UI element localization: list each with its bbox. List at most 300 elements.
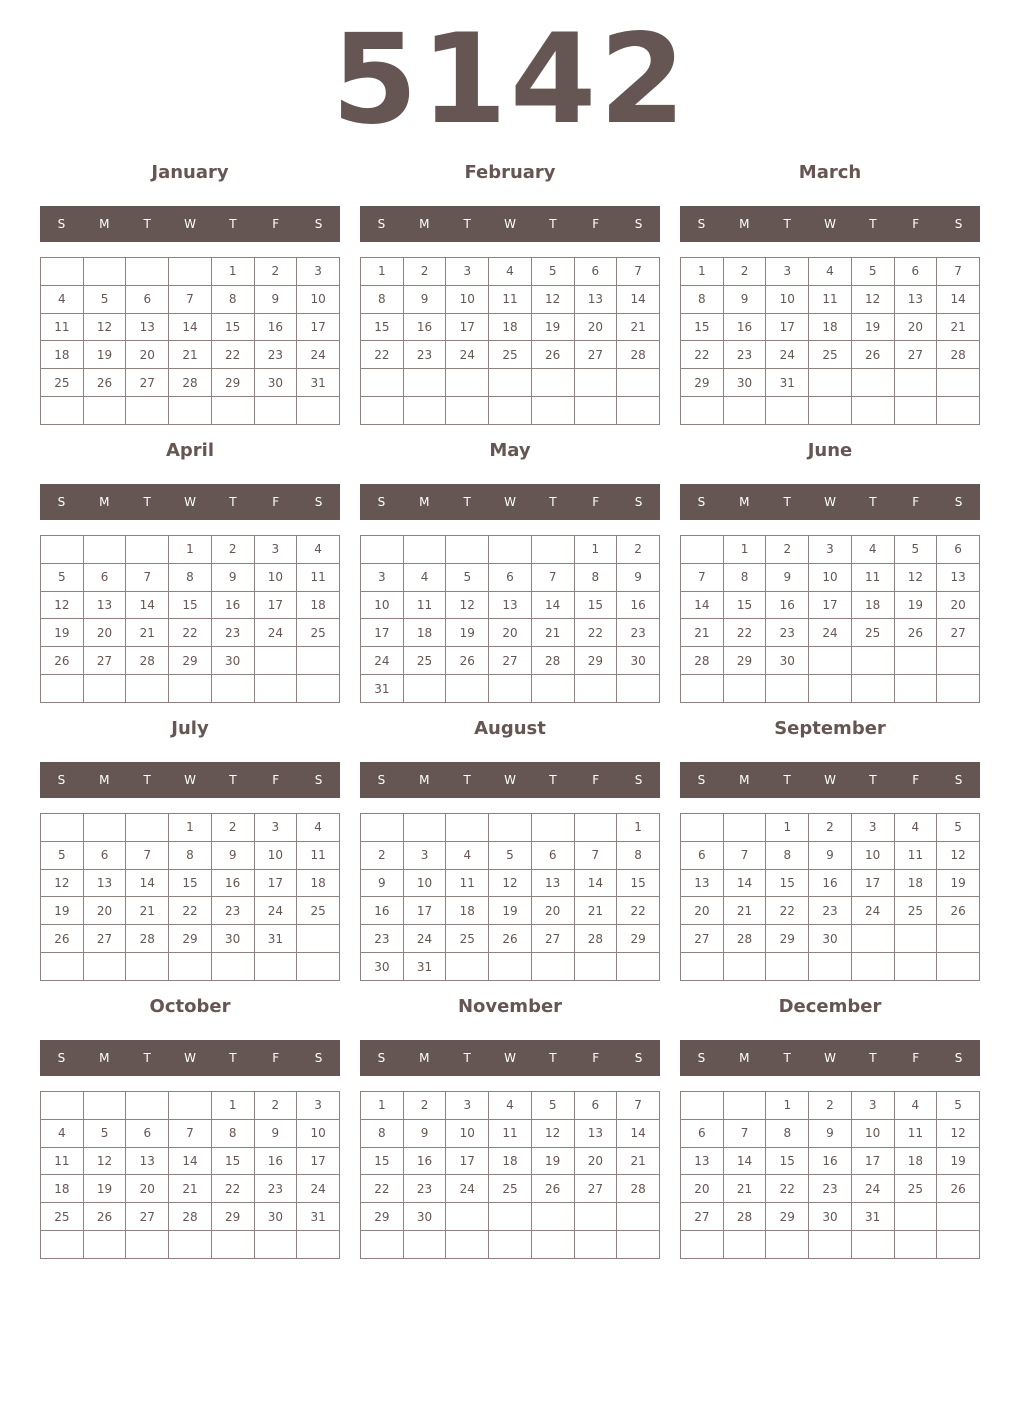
empty-day-cell (41, 953, 84, 981)
week-row (41, 1203, 340, 1231)
week-row (361, 341, 660, 369)
day-cell: 11 (851, 563, 894, 591)
day-cell: 26 (937, 897, 980, 925)
empty-day-cell (446, 1231, 489, 1259)
empty-day-cell (489, 369, 532, 397)
day-cell: 18 (851, 591, 894, 619)
day-cell: 23 (403, 341, 446, 369)
empty-day-cell (211, 675, 254, 703)
day-cell: 1 (211, 258, 254, 286)
week-row (361, 647, 660, 675)
day-grid (680, 257, 980, 425)
week-row (361, 1203, 660, 1231)
empty-day-cell (617, 1203, 660, 1231)
empty-day-cell (254, 647, 297, 675)
week-row (41, 1231, 340, 1259)
weekday-label: T (783, 495, 791, 509)
day-cell: 28 (574, 925, 617, 953)
day-cell: 25 (41, 1203, 84, 1231)
day-cell: 25 (41, 369, 84, 397)
day-grid (40, 1091, 340, 1259)
day-cell: 5 (531, 258, 574, 286)
day-cell: 1 (766, 814, 809, 842)
empty-day-cell (766, 397, 809, 425)
empty-day-cell (531, 953, 574, 981)
weekday-label: F (912, 773, 920, 787)
empty-day-cell (681, 1231, 724, 1259)
day-cell: 20 (574, 313, 617, 341)
day-cell: 21 (617, 313, 660, 341)
weekday-label: T (869, 495, 877, 509)
empty-day-cell (126, 675, 169, 703)
day-cell: 22 (766, 1175, 809, 1203)
weekday-label: S (697, 217, 706, 231)
day-cell: 1 (169, 536, 212, 564)
month-name: August (474, 718, 546, 739)
week-row (41, 869, 340, 897)
empty-day-cell (169, 258, 212, 286)
day-cell: 10 (851, 1119, 894, 1147)
empty-day-cell (361, 536, 404, 564)
month-name: September (774, 718, 886, 739)
day-cell: 25 (851, 619, 894, 647)
day-cell: 24 (403, 925, 446, 953)
day-cell: 22 (169, 897, 212, 925)
weekday-label: S (377, 217, 386, 231)
day-cell: 27 (83, 647, 126, 675)
day-cell: 28 (531, 647, 574, 675)
day-cell: 17 (254, 591, 297, 619)
empty-day-cell (894, 369, 937, 397)
week-row (361, 897, 660, 925)
empty-day-cell (361, 369, 404, 397)
month-name: December (778, 996, 882, 1017)
empty-day-cell (937, 647, 980, 675)
weekday-label: W (824, 1051, 836, 1065)
empty-day-cell (574, 397, 617, 425)
week-row (681, 341, 980, 369)
day-cell: 5 (41, 563, 84, 591)
day-cell: 28 (617, 341, 660, 369)
day-cell: 6 (126, 285, 169, 313)
day-cell: 4 (297, 814, 340, 842)
day-cell: 7 (937, 258, 980, 286)
day-cell: 30 (809, 925, 852, 953)
day-cell: 20 (937, 591, 980, 619)
day-cell: 14 (723, 869, 766, 897)
day-cell: 12 (83, 1147, 126, 1175)
empty-day-cell (361, 1231, 404, 1259)
week-row (361, 1175, 660, 1203)
empty-day-cell (723, 1092, 766, 1120)
day-cell: 4 (489, 258, 532, 286)
week-row (361, 953, 660, 981)
empty-day-cell (617, 953, 660, 981)
empty-day-cell (894, 647, 937, 675)
empty-day-cell (894, 675, 937, 703)
day-grid (680, 813, 980, 981)
week-row (681, 1119, 980, 1147)
weekday-label: F (912, 495, 920, 509)
day-cell: 14 (531, 591, 574, 619)
day-cell: 8 (211, 285, 254, 313)
day-cell: 27 (574, 341, 617, 369)
empty-day-cell (41, 1092, 84, 1120)
day-cell: 10 (446, 1119, 489, 1147)
day-cell: 29 (723, 647, 766, 675)
empty-day-cell (83, 258, 126, 286)
empty-day-cell (126, 814, 169, 842)
day-cell: 16 (403, 1147, 446, 1175)
day-cell: 8 (361, 1119, 404, 1147)
day-cell: 3 (403, 841, 446, 869)
day-cell: 12 (446, 591, 489, 619)
day-cell: 7 (723, 1119, 766, 1147)
weekday-label: S (697, 773, 706, 787)
empty-day-cell (489, 1203, 532, 1231)
day-cell: 1 (361, 258, 404, 286)
weekday-label: S (954, 773, 963, 787)
day-cell: 19 (531, 313, 574, 341)
day-cell: 17 (766, 313, 809, 341)
weekday-header (360, 1040, 660, 1076)
week-row (361, 925, 660, 953)
day-cell: 30 (766, 647, 809, 675)
empty-day-cell (254, 397, 297, 425)
empty-day-cell (41, 1231, 84, 1259)
weekday-label: W (824, 495, 836, 509)
empty-day-cell (297, 1231, 340, 1259)
day-cell: 9 (809, 841, 852, 869)
empty-day-cell (297, 925, 340, 953)
empty-day-cell (851, 369, 894, 397)
empty-day-cell (446, 814, 489, 842)
week-row (41, 536, 340, 564)
day-cell: 29 (766, 925, 809, 953)
empty-day-cell (809, 953, 852, 981)
day-cell: 23 (254, 1175, 297, 1203)
day-cell: 19 (937, 1147, 980, 1175)
day-cell: 5 (83, 1119, 126, 1147)
day-cell: 3 (254, 814, 297, 842)
day-cell: 26 (531, 341, 574, 369)
day-cell: 19 (446, 619, 489, 647)
weekday-label: T (229, 217, 237, 231)
weekday-label: F (592, 495, 600, 509)
day-cell: 3 (361, 563, 404, 591)
day-cell: 7 (126, 563, 169, 591)
empty-day-cell (851, 1231, 894, 1259)
day-cell: 8 (681, 285, 724, 313)
day-cell: 5 (446, 563, 489, 591)
week-row (681, 1175, 980, 1203)
day-cell: 24 (851, 1175, 894, 1203)
day-cell: 29 (617, 925, 660, 953)
day-cell: 10 (809, 563, 852, 591)
day-cell: 23 (766, 619, 809, 647)
week-row (681, 1231, 980, 1259)
week-row (361, 313, 660, 341)
weekday-header (40, 762, 340, 798)
day-cell: 13 (126, 313, 169, 341)
day-cell: 30 (211, 647, 254, 675)
weekday-label: F (592, 773, 600, 787)
day-cell: 27 (681, 1203, 724, 1231)
day-cell: 16 (766, 591, 809, 619)
week-row (681, 1092, 980, 1120)
day-cell: 26 (937, 1175, 980, 1203)
day-cell: 15 (617, 869, 660, 897)
day-cell: 5 (83, 285, 126, 313)
week-row (41, 563, 340, 591)
day-cell: 18 (297, 869, 340, 897)
weekday-label: F (592, 217, 600, 231)
empty-day-cell (489, 953, 532, 981)
day-cell: 2 (211, 814, 254, 842)
day-cell: 16 (254, 1147, 297, 1175)
day-cell: 31 (254, 925, 297, 953)
day-cell: 8 (169, 841, 212, 869)
day-grid (360, 1091, 660, 1259)
day-cell: 24 (297, 341, 340, 369)
day-cell: 6 (937, 536, 980, 564)
day-cell: 3 (766, 258, 809, 286)
weekday-label: M (739, 495, 750, 509)
month-name: January (151, 162, 229, 183)
day-cell: 24 (297, 1175, 340, 1203)
day-cell: 7 (531, 563, 574, 591)
day-cell: 15 (361, 313, 404, 341)
day-cell: 9 (403, 1119, 446, 1147)
day-cell: 5 (41, 841, 84, 869)
weekday-label: W (824, 773, 836, 787)
empty-day-cell (126, 258, 169, 286)
week-row (361, 1147, 660, 1175)
empty-day-cell (681, 953, 724, 981)
day-cell: 22 (766, 897, 809, 925)
month-name: June (807, 440, 853, 461)
empty-day-cell (531, 1203, 574, 1231)
day-cell: 5 (937, 1092, 980, 1120)
day-cell: 25 (297, 897, 340, 925)
day-cell: 14 (937, 285, 980, 313)
week-row (681, 591, 980, 619)
day-cell: 8 (617, 841, 660, 869)
day-cell: 14 (617, 285, 660, 313)
day-cell: 2 (254, 1092, 297, 1120)
day-cell: 10 (254, 841, 297, 869)
weekday-label: M (419, 1051, 430, 1065)
day-cell: 17 (403, 897, 446, 925)
day-cell: 14 (126, 869, 169, 897)
day-cell: 17 (851, 1147, 894, 1175)
weekday-header (360, 762, 660, 798)
day-cell: 31 (766, 369, 809, 397)
day-cell: 27 (937, 619, 980, 647)
week-row (41, 619, 340, 647)
day-cell: 19 (531, 1147, 574, 1175)
day-cell: 24 (361, 647, 404, 675)
day-cell: 10 (297, 1119, 340, 1147)
empty-day-cell (83, 536, 126, 564)
day-cell: 12 (851, 285, 894, 313)
empty-day-cell (617, 675, 660, 703)
day-cell: 1 (169, 814, 212, 842)
empty-day-cell (83, 1092, 126, 1120)
day-cell: 4 (851, 536, 894, 564)
day-cell: 12 (83, 313, 126, 341)
day-cell: 9 (766, 563, 809, 591)
weekday-label: M (419, 217, 430, 231)
week-row (681, 563, 980, 591)
day-cell: 27 (126, 1203, 169, 1231)
weekday-label: T (143, 773, 151, 787)
week-row (681, 369, 980, 397)
day-cell: 20 (531, 897, 574, 925)
weekday-label: S (377, 773, 386, 787)
day-cell: 10 (254, 563, 297, 591)
weekday-label: F (272, 773, 280, 787)
empty-day-cell (361, 397, 404, 425)
weekday-header (360, 484, 660, 520)
empty-day-cell (254, 953, 297, 981)
day-cell: 16 (723, 313, 766, 341)
week-row (681, 841, 980, 869)
empty-day-cell (851, 925, 894, 953)
week-row (681, 397, 980, 425)
day-cell: 29 (211, 1203, 254, 1231)
day-cell: 1 (211, 1092, 254, 1120)
empty-day-cell (446, 953, 489, 981)
weekday-header (680, 1040, 980, 1076)
day-cell: 21 (723, 1175, 766, 1203)
weekday-header (40, 206, 340, 242)
day-cell: 26 (446, 647, 489, 675)
day-cell: 7 (126, 841, 169, 869)
day-cell: 5 (851, 258, 894, 286)
day-cell: 24 (446, 341, 489, 369)
day-cell: 16 (809, 869, 852, 897)
empty-day-cell (617, 369, 660, 397)
weekday-label: T (783, 1051, 791, 1065)
week-row (361, 814, 660, 842)
day-cell: 4 (489, 1092, 532, 1120)
weekday-label: S (314, 773, 323, 787)
day-cell: 3 (851, 1092, 894, 1120)
day-cell: 18 (41, 1175, 84, 1203)
day-cell: 10 (851, 841, 894, 869)
day-cell: 23 (403, 1175, 446, 1203)
day-cell: 12 (531, 1119, 574, 1147)
day-cell: 10 (403, 869, 446, 897)
day-cell: 25 (297, 619, 340, 647)
weekday-label: W (184, 1051, 196, 1065)
empty-day-cell (211, 1231, 254, 1259)
empty-day-cell (446, 675, 489, 703)
empty-day-cell (809, 1231, 852, 1259)
weekday-label: M (739, 773, 750, 787)
day-cell: 2 (617, 536, 660, 564)
weekday-label: T (549, 1051, 557, 1065)
empty-day-cell (574, 675, 617, 703)
empty-day-cell (41, 397, 84, 425)
empty-day-cell (809, 397, 852, 425)
day-cell: 25 (403, 647, 446, 675)
empty-day-cell (681, 536, 724, 564)
day-cell: 4 (809, 258, 852, 286)
day-cell: 20 (574, 1147, 617, 1175)
day-cell: 15 (169, 869, 212, 897)
day-cell: 22 (361, 341, 404, 369)
day-cell: 18 (489, 313, 532, 341)
day-cell: 23 (723, 341, 766, 369)
day-cell: 21 (126, 897, 169, 925)
week-row (41, 313, 340, 341)
weekday-label: T (143, 217, 151, 231)
day-cell: 24 (254, 897, 297, 925)
day-cell: 23 (617, 619, 660, 647)
month-name: May (489, 440, 531, 461)
day-cell: 29 (169, 925, 212, 953)
weekday-label: W (184, 217, 196, 231)
empty-day-cell (809, 647, 852, 675)
day-cell: 16 (211, 869, 254, 897)
week-row (361, 1231, 660, 1259)
day-cell: 11 (894, 1119, 937, 1147)
day-cell: 19 (41, 897, 84, 925)
day-cell: 20 (894, 313, 937, 341)
week-row (681, 675, 980, 703)
empty-day-cell (403, 814, 446, 842)
day-cell: 17 (361, 619, 404, 647)
day-cell: 26 (41, 647, 84, 675)
week-row (41, 814, 340, 842)
day-cell: 11 (489, 285, 532, 313)
day-cell: 2 (403, 258, 446, 286)
empty-day-cell (723, 814, 766, 842)
day-cell: 6 (83, 841, 126, 869)
day-cell: 4 (297, 536, 340, 564)
day-grid (360, 813, 660, 981)
day-grid (40, 813, 340, 981)
day-cell: 20 (681, 1175, 724, 1203)
empty-day-cell (403, 675, 446, 703)
empty-day-cell (41, 258, 84, 286)
day-cell: 19 (41, 619, 84, 647)
week-row (41, 1092, 340, 1120)
day-cell: 31 (403, 953, 446, 981)
day-cell: 8 (766, 841, 809, 869)
weekday-label: F (272, 217, 280, 231)
day-cell: 23 (254, 341, 297, 369)
empty-day-cell (169, 675, 212, 703)
week-row (681, 897, 980, 925)
day-cell: 7 (574, 841, 617, 869)
empty-day-cell (126, 536, 169, 564)
empty-day-cell (403, 1231, 446, 1259)
day-cell: 24 (766, 341, 809, 369)
day-cell: 25 (894, 1175, 937, 1203)
day-cell: 26 (41, 925, 84, 953)
week-row (41, 258, 340, 286)
weekday-label: S (634, 1051, 643, 1065)
empty-day-cell (211, 953, 254, 981)
day-cell: 1 (723, 536, 766, 564)
week-row (361, 869, 660, 897)
day-cell: 8 (169, 563, 212, 591)
empty-day-cell (937, 925, 980, 953)
weekday-label: S (954, 495, 963, 509)
